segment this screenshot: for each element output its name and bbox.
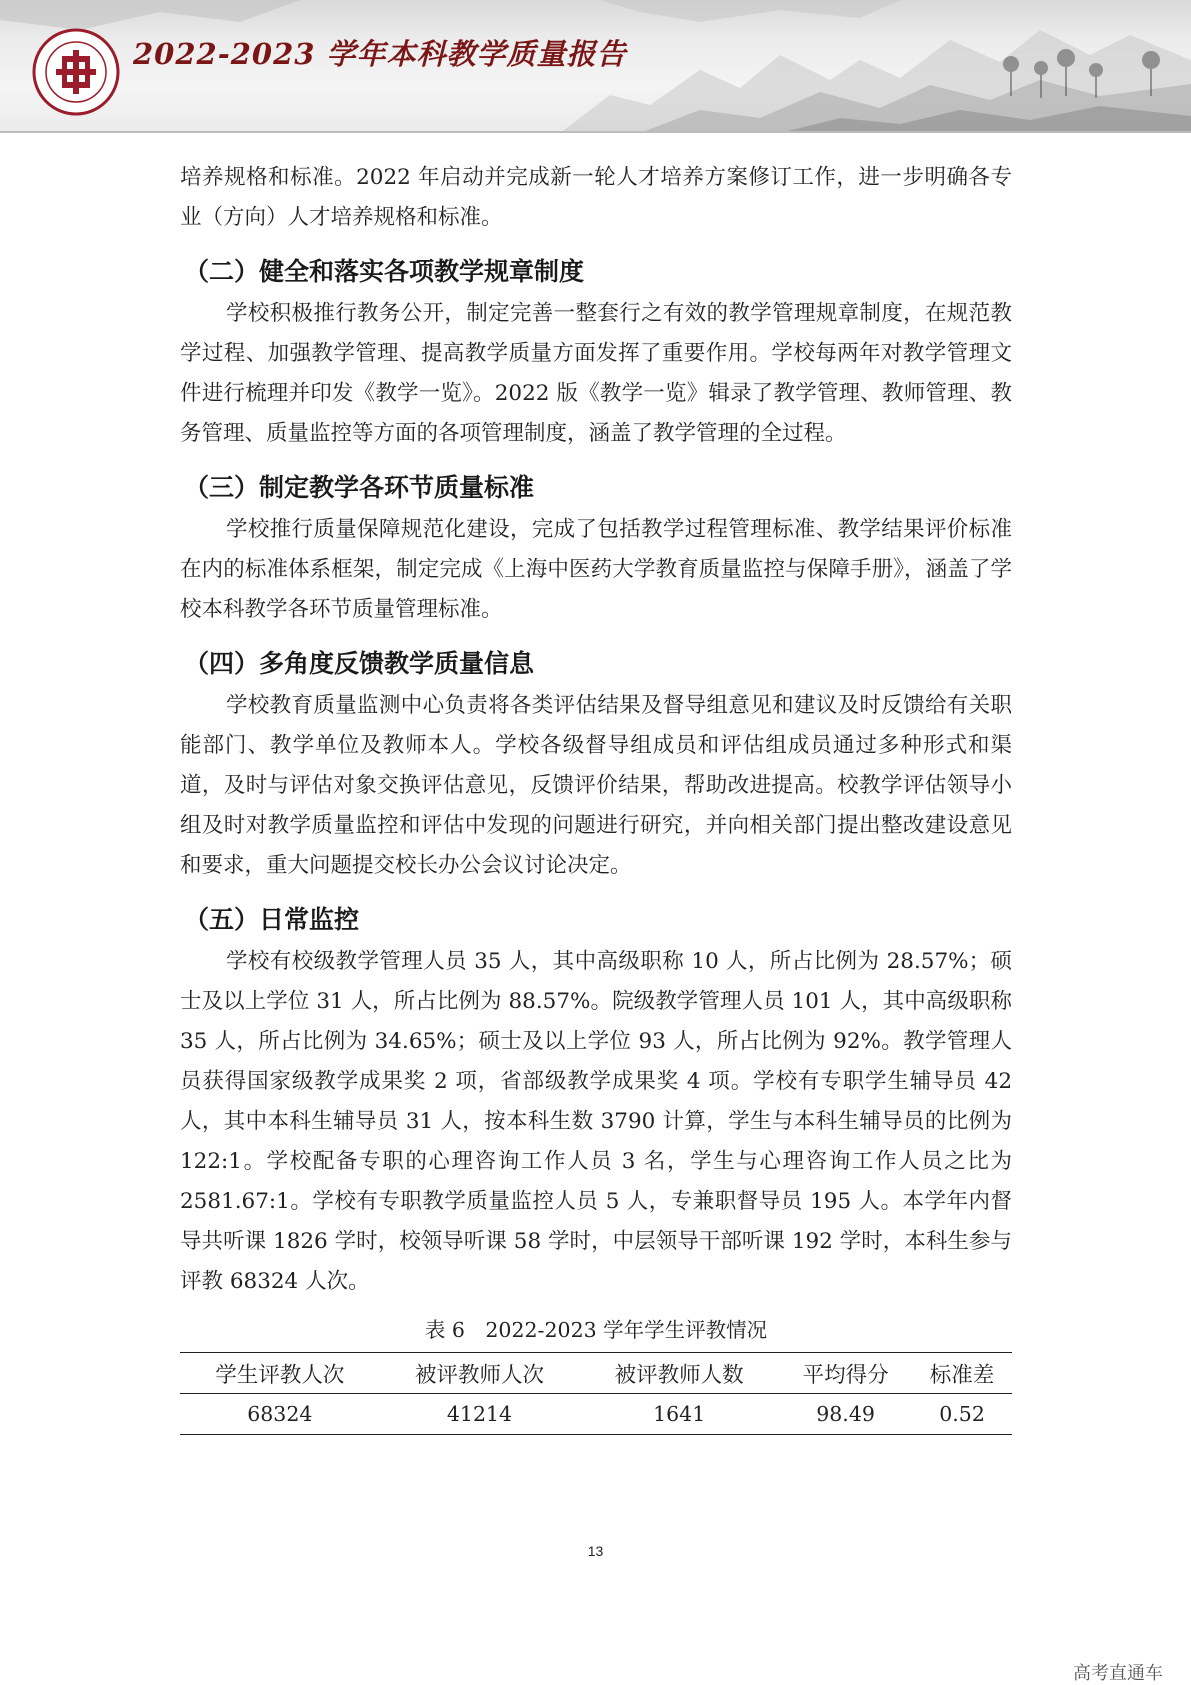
table-cell: 68324 — [247, 1402, 313, 1426]
page-content — [180, 158, 1012, 1435]
table-header-cell: 学生评教人次 — [180, 1353, 380, 1394]
university-logo — [32, 28, 120, 116]
watermark-text: 高考直通车 — [1073, 1663, 1163, 1684]
table-header-cell: 被评教师人次 — [380, 1353, 580, 1394]
section-paragraph-5: 学校有校级教学管理人员 35 人，其中高级职称 10 人，所占比例为 28.57%；硕士及以上学位 31 人，所占比例为 88.57%。院级教学管理人员 101 人，其中高级职称 35 人，所占比例为 34.65%；硕士及以上学位 93 人，所占比例为 92%。教学管理人员获得国家级教学成果奖 2 项，省部级教学成果奖 4 项。学校有专职学生辅导员 42 人，其中本科生辅导员 31 人，按本科生数 3790 计算，学生与本科生辅导员的比例为 122:1。学校配备专职的心理咨询工作人员 3 名，学生与心理咨询工作人员之比为 2581.67:1。学校有专职教学质量监控人员 5 人，专兼职督导员 195 人。本学年内督导共听课 1826 学时，校领导听课 58 学时，中层领导干部听课 192 学时，本科生参与评教 68324 人次。 — [180, 949, 1012, 1294]
intro-paragraph: 培养规格和标准。2022 年启动并完成新一轮人才培养方案修订工作，进一步明确各专业（方向）人才培养规格和标准。 — [180, 165, 1012, 230]
section-heading-5: （五）日常监控 — [184, 905, 360, 934]
table-cell: 98.49 — [816, 1402, 875, 1426]
section-heading-3: （三）制定教学各环节质量标准 — [184, 473, 535, 502]
report-title: 2022-2023 学年本科教学质量报告 — [133, 37, 627, 71]
section-paragraph-4: 学校教育质量监测中心负责将各类评估结果及督导组意见和建议及时反馈给有关职能部门、教学单位及教师本人。学校各级督导组成员和评估组成员通过多种形式和渠道，及时与评估对象交换评估意见，反馈评价结果，帮助改进提高。校教学评估领导小组及时对教学质量监控和评估中发现的问题进行研究，并向相关部门提出整改建设意见和要求，重大问题提交校长办公会议讨论决定。 — [180, 693, 1012, 878]
table-row — [180, 1394, 1012, 1435]
header-banner — [0, 0, 1191, 133]
table-header-cell: 标准差 — [912, 1353, 1012, 1394]
table-header-cell: 被评教师人数 — [579, 1353, 779, 1394]
table-header-row — [180, 1353, 1012, 1394]
section-paragraph-3: 学校推行质量保障规范化建设，完成了包括教学过程管理标准、教学结果评价标准在内的标准体系框架，制定完成《上海中医药大学教育质量监控与保障手册》，涵盖了学校本科教学各环节质量管理标准。 — [180, 517, 1012, 622]
table-cell: 1641 — [653, 1402, 706, 1426]
page-number: 13 — [587, 1543, 604, 1559]
section-heading-2: （二）健全和落实各项教学规章制度 — [184, 257, 585, 286]
section-heading-4: （四）多角度反馈教学质量信息 — [184, 649, 535, 678]
section-paragraph-2: 学校积极推行教务公开，制定完善一整套行之有效的教学管理规章制度，在规范教学过程、加强教学管理、提高教学质量方面发挥了重要作用。学校每两年对教学管理文件进行梳理并印发《教学一览》。2022 版《教学一览》辑录了教学管理、教师管理、教务管理、质量监控等方面的各项管理制度，涵盖了教学管理的全过程。 — [180, 301, 1012, 446]
table-caption: 表 6 2022-2023 学年学生评教情况 — [424, 1318, 768, 1342]
table-cell: 0.52 — [939, 1402, 985, 1426]
table-header-cell: 平均得分 — [779, 1353, 912, 1394]
evaluation-table — [180, 1352, 1012, 1435]
table-cell: 41214 — [446, 1402, 513, 1426]
